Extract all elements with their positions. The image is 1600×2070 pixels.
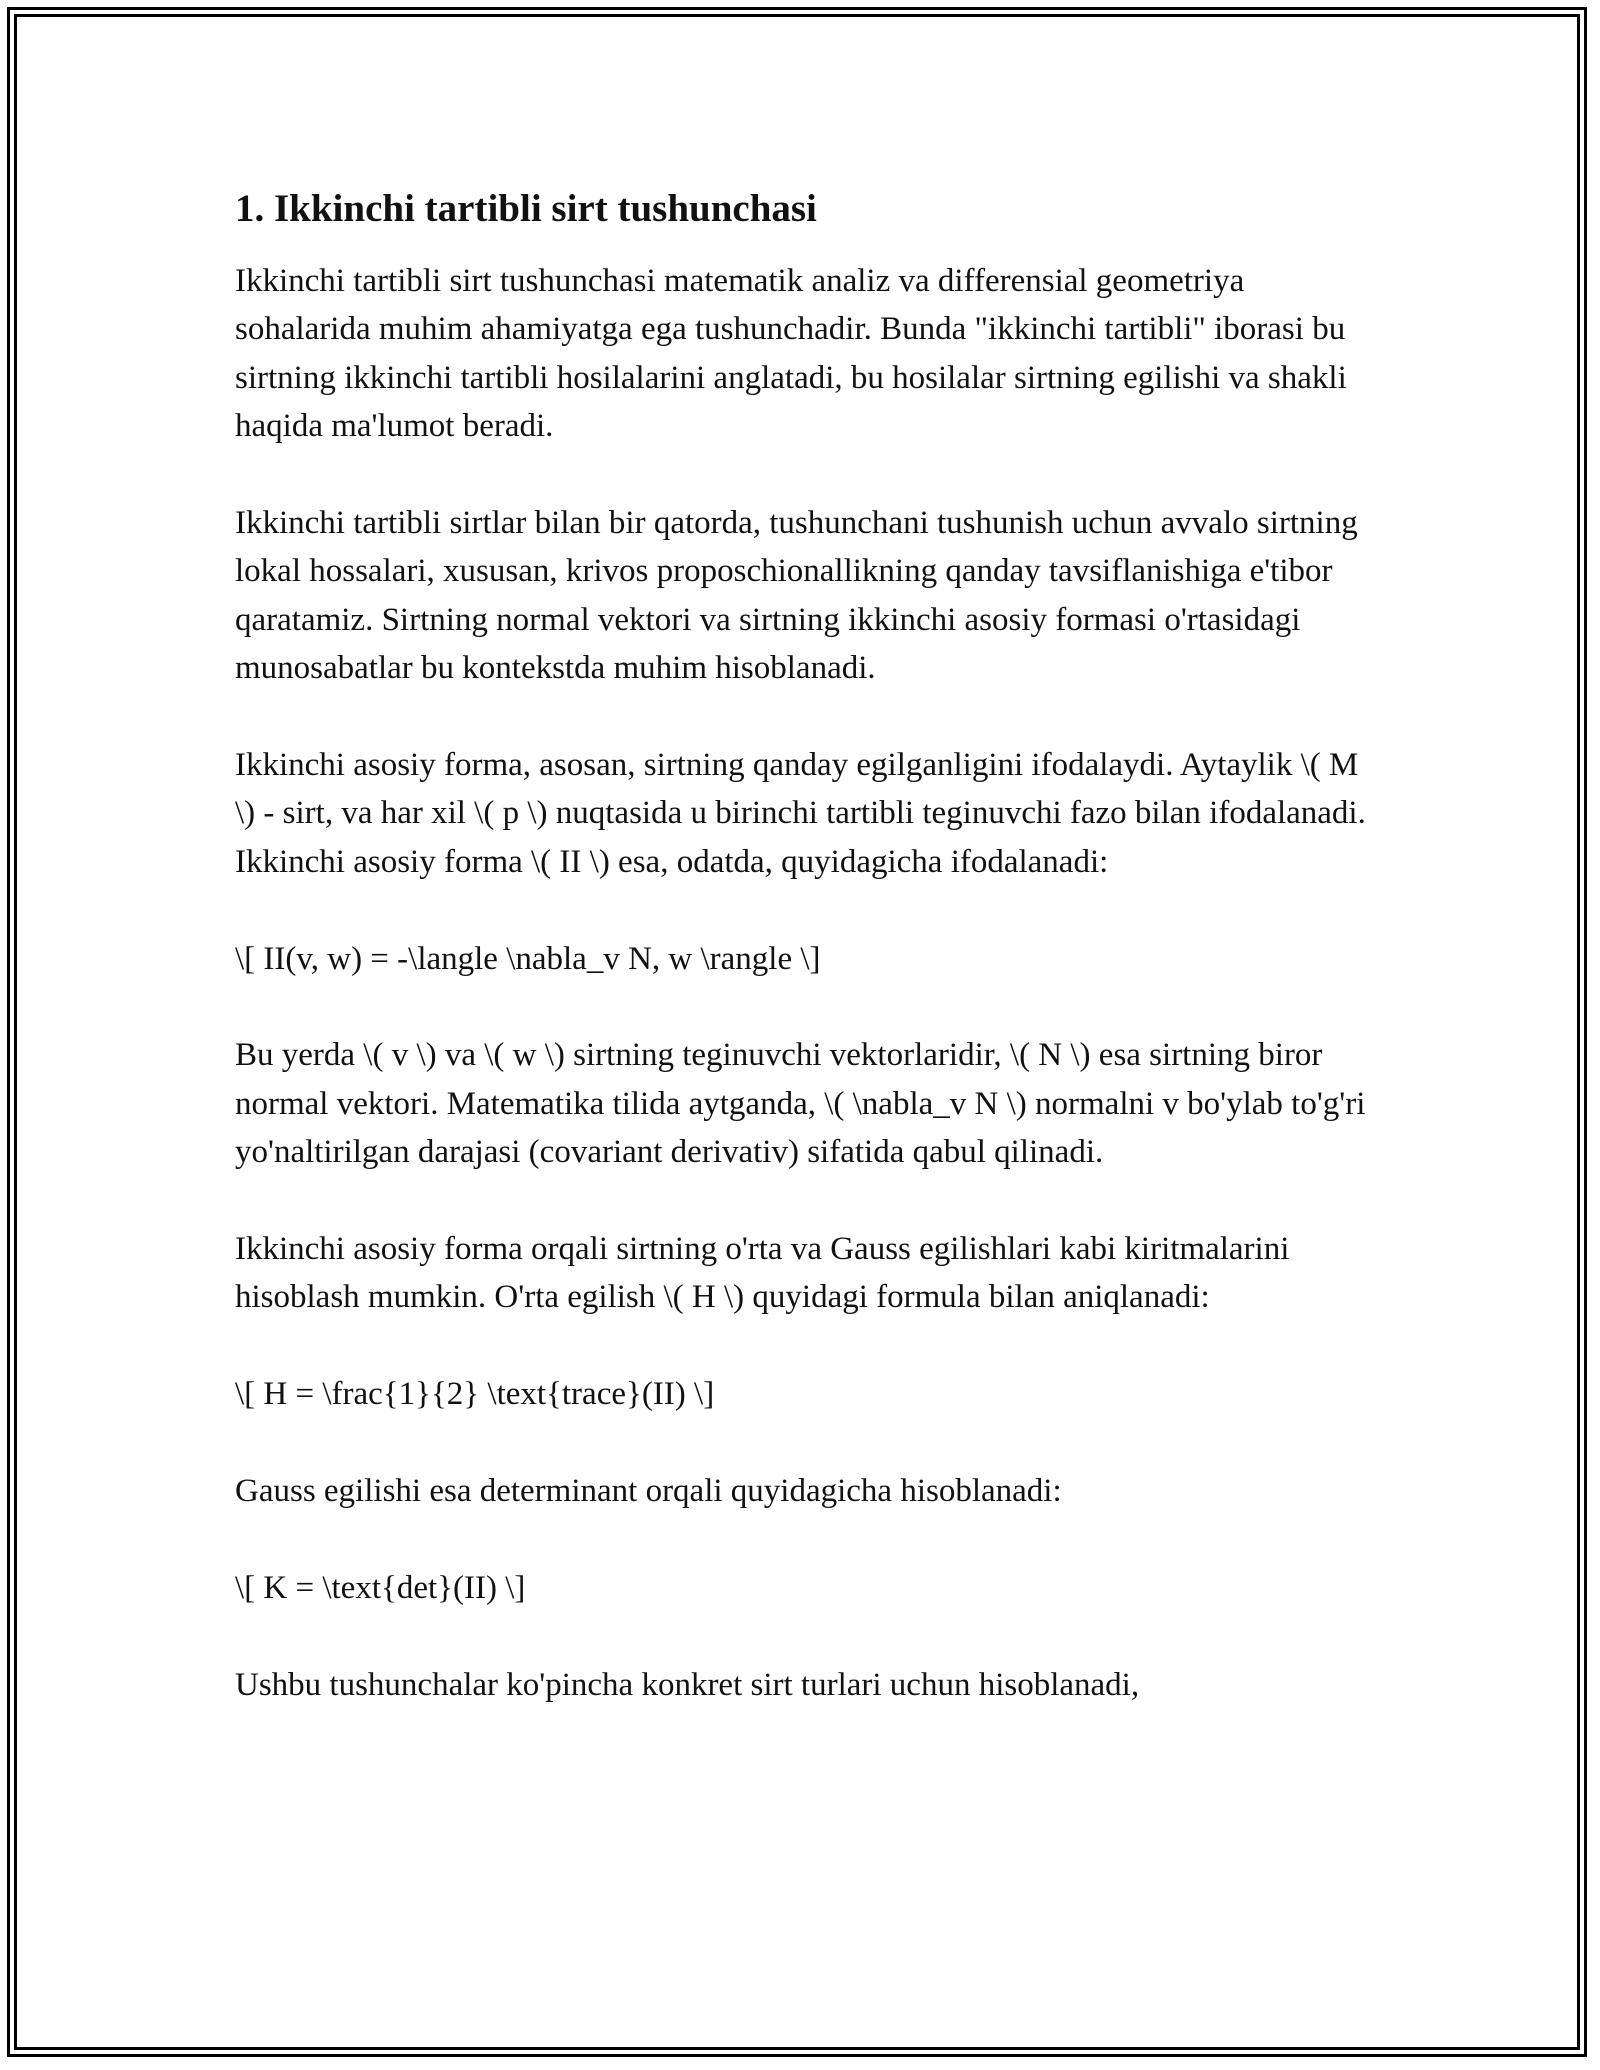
paragraph-second-form: Ikkinchi asosiy forma, asosan, sirtning qanday egilganligini ifodalaydi. Aytaylik \( M \) - sirt, va har xil \( p \) nuqtasida u birinchi tartibli teginuvchi fazo bilan ifodalanadi. Ikkinchi asosiy forma \( II \) esa, odatda, quyidagicha ifodalanadi: bbox=[235, 747, 1366, 880]
paragraph-local-properties: Ikkinchi tartibli sirtlar bilan bir qatorda, tushunchani tushunish uchun avvalo sirtning lokal hossalari, xususan, krivos proposchionallikning qanday tavsiflanishiga e'tibor qaratamiz. Sirtning normal vektori va sirtning ikkinchi asosiy formasi o'rtasidagi munosabatlar bu kontekstda muhim hisoblanadi. bbox=[235, 505, 1358, 687]
formula-second-fundamental-form: \[ II(v, w) = -\langle \nabla_v N, w \rangle \] bbox=[235, 940, 821, 977]
document-body bbox=[235, 185, 1375, 1757]
section-heading: 1. Ikkinchi tartibli sirt tushunchasi bbox=[235, 187, 817, 230]
paragraph-intro: Ikkinchi tartibli sirt tushunchasi matematik analiz va differensial geometriya sohalarida muhim ahamiyatga ega tushunchadir. Bunda "ikkinchi tartibli" iborasi bu sirtning ikkinchi tartibli hosilalarini anglatadi, bu hosilalar sirtning egilishi va shakli haqida ma'lumot beradi. bbox=[235, 263, 1347, 445]
paragraph-tangent-vectors: Bu yerda \( v \) va \( w \) sirtning teginuvchi vektorlaridir, \( N \) esa sirtning biror normal vektori. Matematika tilida aytganda, \( \nabla_v N \) normalni v bo'ylab to'g'ri yo'naltirilgan darajasi (covariant derivativ) sifatida qabul qilinadi. bbox=[235, 1037, 1366, 1171]
paragraph-curvatures: Ikkinchi asosiy forma orqali sirtning o'rta va Gauss egilishlari kabi kiritmalarini hisoblash mumkin. O'rta egilish \( H \) quyidagi formula bilan aniqlanadi: bbox=[235, 1231, 1290, 1316]
paragraph-closing: Ushbu tushunchalar ko'pincha konkret sirt turlari uchun hisoblanadi, bbox=[235, 1666, 1140, 1703]
formula-mean-curvature: \[ H = \frac{1}{2} \text{trace}(II) \] bbox=[235, 1376, 715, 1413]
formula-gauss-curvature: \[ K = \text{det}(II) \] bbox=[235, 1569, 526, 1606]
paragraph-gauss-curvature: Gauss egilishi esa determinant orqali quyidagicha hisoblanadi: bbox=[235, 1473, 1062, 1510]
